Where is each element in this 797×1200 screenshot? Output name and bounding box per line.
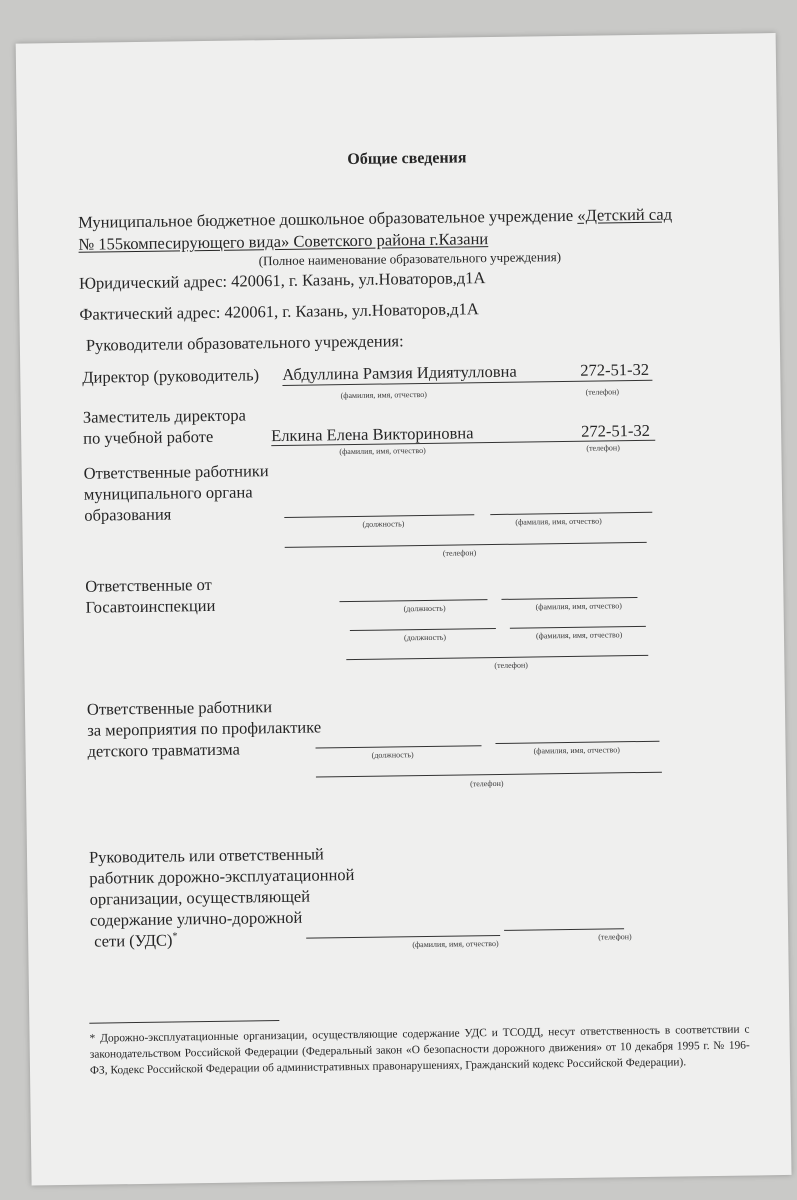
leaders-heading: Руководители образовательного учреждения: (85, 331, 404, 355)
injury-label-line1: Ответственные работники (86, 697, 273, 719)
municipal-fio-caption: (фамилия, имя, отчество) (515, 516, 602, 527)
road-fio-caption: (фамилия, имя, отчество) (412, 938, 499, 950)
footnote-mark: * (172, 930, 178, 943)
gai-label-line1: Ответственные от (85, 574, 212, 596)
road-label-line1: Руководитель или ответственный (88, 844, 324, 867)
injury-phone-caption: (телефон) (469, 778, 504, 789)
director-phone-caption: (телефон) (585, 387, 620, 397)
gai-position-caption-2: (должность) (403, 632, 447, 643)
director-label: Директор (руководитель) (82, 365, 260, 387)
gai-position-line-1 (339, 599, 487, 602)
injury-label-line3: детского травматизма (87, 739, 240, 761)
deputy-phone-caption: (телефон) (586, 443, 620, 453)
gai-label-line2: Госавтоинспекции (85, 595, 216, 617)
institution-caption: (Полное наименование образовательного учреждения) (258, 249, 562, 269)
municipal-label-line1: Ответственные работники (83, 461, 269, 483)
road-label-line4: содержание улично-дорожной (89, 907, 303, 930)
document-page (16, 33, 792, 1185)
page-title: Общие сведения (347, 149, 467, 169)
road-phone-caption: (телефон) (598, 932, 632, 942)
injury-fio-line (495, 741, 659, 744)
footnote-separator (89, 1020, 279, 1024)
injury-label-line2: за мероприятия по профилактике (87, 717, 322, 740)
institution-name-line1 (78, 204, 672, 232)
municipal-phone-line (285, 542, 647, 548)
deputy-name: Елкина Елена Викториновна (271, 423, 474, 446)
gai-phone-line (346, 655, 648, 660)
institution-name-part1: «Детский сад (577, 204, 673, 225)
road-fio-line (306, 935, 500, 939)
road-label-line2: работник дорожно-эксплуатационной (89, 864, 355, 888)
municipal-label-line3: образования (84, 504, 172, 525)
gai-fio-caption-1: (фамилия, имя, отчество) (535, 601, 622, 612)
municipal-phone-caption: (телефон) (442, 548, 477, 558)
deputy-label-line2: по учебной работе (83, 426, 214, 448)
institution-prefix: Муниципальное бюджетное дошкольное образовательное учреждение (78, 205, 578, 232)
actual-address: Фактический адрес: 420061, г. Казань, ул.Новаторов,д1А (79, 299, 479, 324)
municipal-label-line2: муниципального органа (83, 482, 253, 504)
municipal-fio-line (490, 512, 652, 515)
gai-position-caption-1: (должность) (403, 603, 446, 614)
injury-position-line (316, 745, 482, 748)
gai-phone-caption: (телефон) (494, 660, 528, 671)
footnote-text: * Дорожно-эксплуатационные организации, осуществляющие содержание УДС и ТСОДД, несут ответственность в соответствии с законодательством Российской Федерации (Федеральный закон «О безопасности дорожного движения» от 10 декабря 1995 г. № 196-ФЗ, Кодекс Российской Федерации об административных правонарушениях, Гражданский кодекс Российской Федерации). (89, 1023, 750, 1077)
deputy-label-line1: Заместитель директора (82, 405, 246, 427)
gai-position-line-2 (350, 628, 496, 631)
municipal-position-line (284, 514, 474, 518)
deputy-fio-caption: (фамилия, имя, отчество) (339, 445, 426, 457)
road-label-line5 (94, 930, 178, 951)
gai-fio-caption-2: (фамилия, имя, отчество) (535, 630, 623, 641)
road-label-line3: организации, осуществляющей (89, 886, 311, 909)
director-name: Абдуллина Рамзия Идиятулловна (282, 361, 517, 384)
road-phone-line (504, 928, 624, 931)
director-phone: 272-51-32 (580, 359, 650, 380)
injury-fio-caption: (фамилия, имя, отчество) (533, 745, 620, 756)
injury-phone-line (316, 772, 662, 778)
gai-fio-line-1 (501, 597, 637, 600)
municipal-position-caption: (должность) (362, 519, 405, 529)
injury-position-caption: (должность) (371, 750, 414, 760)
deputy-phone: 272-51-32 (580, 420, 651, 441)
director-fio-caption: (фамилия, имя, отчество) (340, 389, 427, 401)
legal-address: Юридический адрес: 420061, г. Казань, ул.Новаторов,д1А (78, 268, 486, 293)
gai-fio-line-2 (510, 626, 646, 629)
road-label-text: сети (УДС) (94, 930, 173, 951)
institution-name-line2: № 155компесирующего вида» Советского района г.Казани (78, 229, 489, 254)
